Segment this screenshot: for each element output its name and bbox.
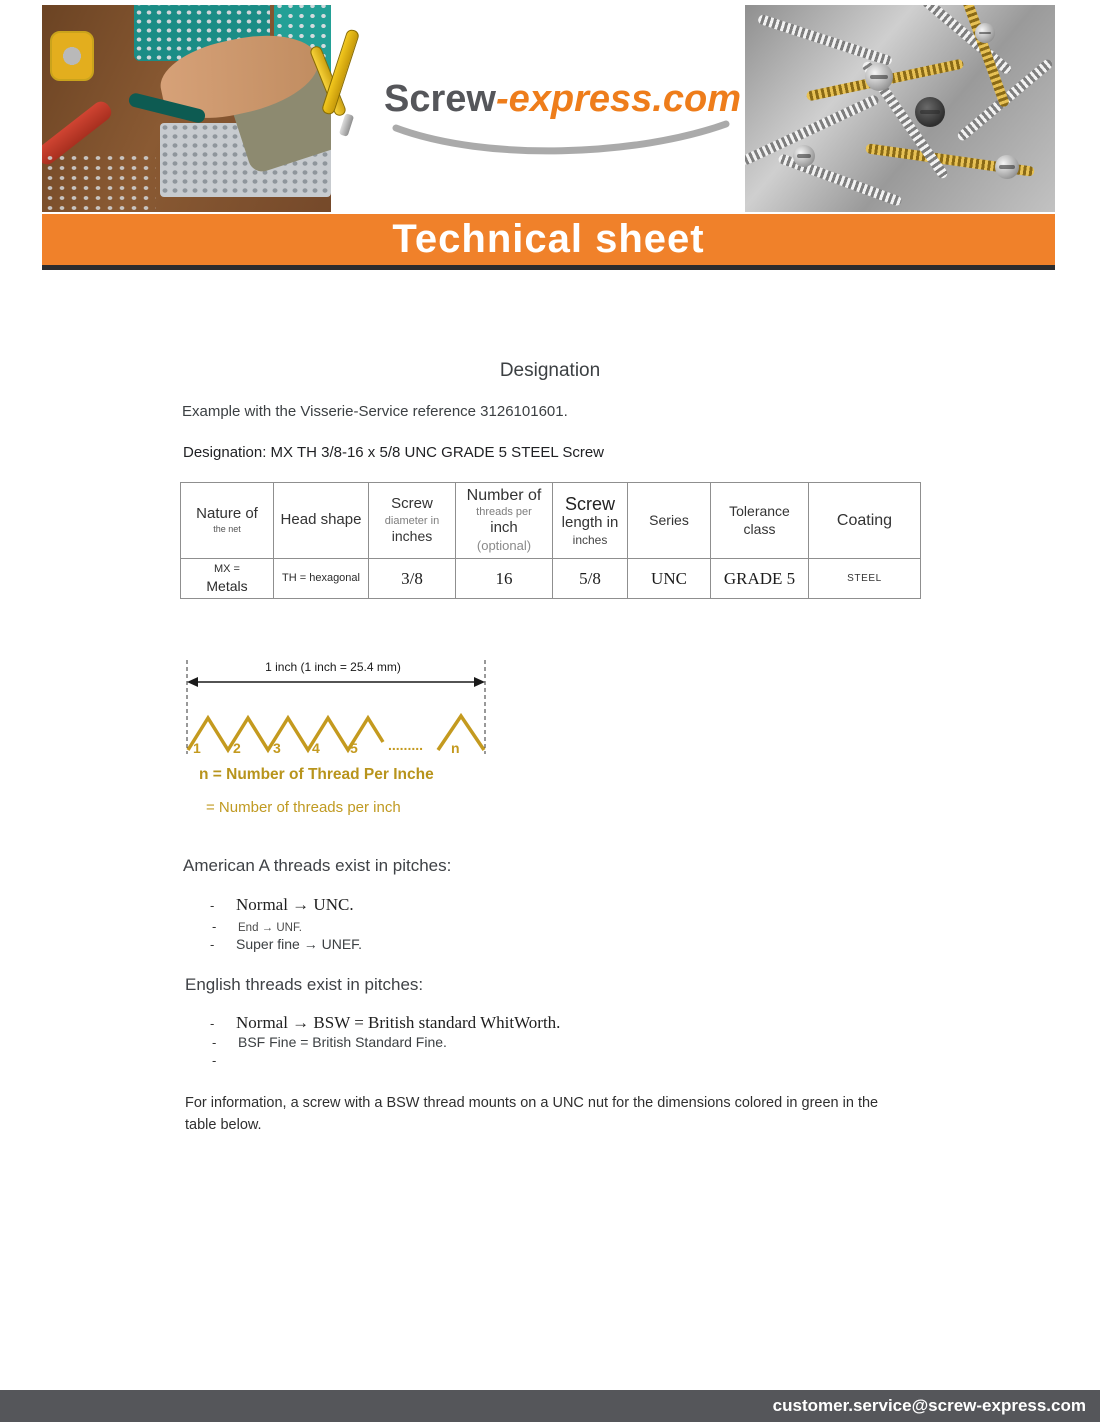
cell-coating [809, 559, 921, 599]
list-item-text: End → UNF. [238, 922, 302, 934]
cell-text: UNC [651, 568, 687, 588]
cell-threads-per-inch [456, 559, 553, 599]
col-header-head-shape [274, 483, 369, 559]
arrowhead-left [187, 677, 198, 687]
customer-service-email: customer.service@screw-express.com [772, 1396, 1086, 1415]
header-text: class [743, 520, 776, 537]
screws-pile-photo [745, 5, 1055, 212]
bullet-dash: - [212, 1035, 217, 1050]
cell-text: STEEL [847, 573, 882, 584]
cell-text: TH = hexagonal [282, 572, 360, 585]
list-item [212, 919, 302, 934]
cell-length [553, 559, 628, 599]
col-header-threads-per-inch [456, 483, 553, 559]
cell-nature [181, 559, 274, 599]
thread-number: 5 [350, 740, 358, 756]
list-item-text: Normal → BSW = British standard WhitWorth. [236, 1013, 561, 1032]
header-text: Number of [466, 486, 542, 504]
cell-text: GRADE 5 [723, 568, 796, 588]
designation-table [180, 482, 921, 599]
thread-zigzag-end [438, 716, 484, 750]
screw-head-dark-icon [915, 97, 945, 127]
cell-text: 5/8 [579, 568, 601, 588]
cell-text: MX = [214, 563, 240, 576]
header-text: Screw [564, 493, 615, 514]
screw-shape [757, 14, 893, 67]
header-subtext: threads per [476, 506, 532, 519]
screw-head-icon [793, 145, 815, 167]
thread-number: 1 [193, 740, 201, 756]
table-data-row [181, 559, 921, 599]
col-header-tolerance [711, 483, 809, 559]
thread-number: 2 [233, 740, 241, 756]
designation-line: Designation: MX TH 3/8-16 x 5/8 UNC GRADE 5 STEEL Screw [183, 444, 604, 461]
col-header-series [628, 483, 711, 559]
screw-head-icon [995, 155, 1019, 179]
header-text: Tolerance [729, 503, 790, 519]
diagram-caption-sub: = Number of threads per inch [206, 799, 401, 816]
bullet-dash: - [210, 898, 215, 913]
cell-text: 3/8 [401, 568, 423, 588]
list-item-text: BSF Fine = British Standard Fine. [238, 1034, 447, 1050]
thread-number: 4 [312, 740, 320, 756]
loose-screws [44, 153, 156, 211]
logo-swoosh [392, 120, 730, 166]
header-subtext: inches [572, 533, 608, 548]
american-pitches-title: American A threads exist in pitches: [183, 856, 452, 875]
cell-series [628, 559, 711, 599]
col-header-diameter [369, 483, 456, 559]
header-text: Series [649, 511, 689, 528]
logo [384, 78, 741, 121]
logo-text-express: -express.com [495, 78, 741, 120]
bsw-unc-note: For information, a screw with a BSW thread mounts on a UNC nut for the dimensions colored in green in the table below. [185, 1095, 879, 1134]
header-text: Head shape [280, 511, 362, 529]
screw-head-icon [975, 23, 995, 43]
inch-label: 1 inch (1 inch = 25.4 mm) [265, 660, 401, 674]
list-item [212, 1053, 238, 1068]
header-subtext: the net [213, 524, 241, 535]
header-text: Screw [391, 495, 433, 513]
screwdriver-tip-icon [339, 113, 354, 137]
thread-number-n: n [451, 740, 460, 756]
cell-text: Metals [206, 577, 248, 594]
col-header-nature [181, 483, 274, 559]
english-pitches-title: English threads exist in pitches: [185, 975, 424, 994]
bullet-dash: - [212, 1053, 217, 1068]
arrowhead-right [474, 677, 485, 687]
list-item [212, 1034, 447, 1050]
list-item-text: Normal → UNC. [236, 895, 354, 914]
bullet-dash: - [210, 937, 215, 952]
thread-number: 3 [273, 740, 281, 756]
cell-text: 16 [495, 568, 513, 588]
footer-bar [0, 1390, 1100, 1422]
screw-head-icon [865, 63, 893, 91]
bullet-dash: - [210, 1016, 215, 1031]
col-header-coating [809, 483, 921, 559]
workbench-photo [42, 5, 331, 212]
header-text: length in [561, 514, 619, 532]
list-item [210, 936, 362, 952]
screw-shape [960, 5, 1010, 108]
header-text: inch [490, 519, 518, 537]
list-item [210, 895, 354, 915]
bullet-dash: - [212, 919, 217, 934]
diagram-caption: n = Number of Thread Per Inche [199, 766, 434, 783]
col-header-length [553, 483, 628, 559]
banner [42, 214, 1055, 265]
header-optional: (optional) [476, 538, 532, 554]
logo-text-screw: Screw [384, 78, 496, 120]
cell-tolerance [711, 559, 809, 599]
list-item-text: Super fine → UNEF. [236, 936, 363, 952]
tape-measure [50, 31, 94, 81]
example-reference-line: Example with the Visserie-Service reference 3126101601. [182, 403, 568, 420]
list-item [210, 1013, 560, 1033]
header-subtext: diameter in [384, 514, 440, 527]
banner-shadow [42, 265, 1055, 270]
screwdriver-icon [312, 28, 372, 140]
cell-head-shape [274, 559, 369, 599]
section-title-designation: Designation [499, 360, 601, 381]
cell-diameter [369, 559, 456, 599]
header-text: inches [391, 528, 433, 545]
header-text: Nature of [196, 505, 258, 523]
banner-title: Technical sheet [392, 217, 705, 261]
header-text: Coating [836, 511, 893, 529]
thread-pitch-diagram [185, 658, 487, 763]
thread-dots: ......... [388, 737, 424, 753]
table-header-row [181, 483, 921, 559]
